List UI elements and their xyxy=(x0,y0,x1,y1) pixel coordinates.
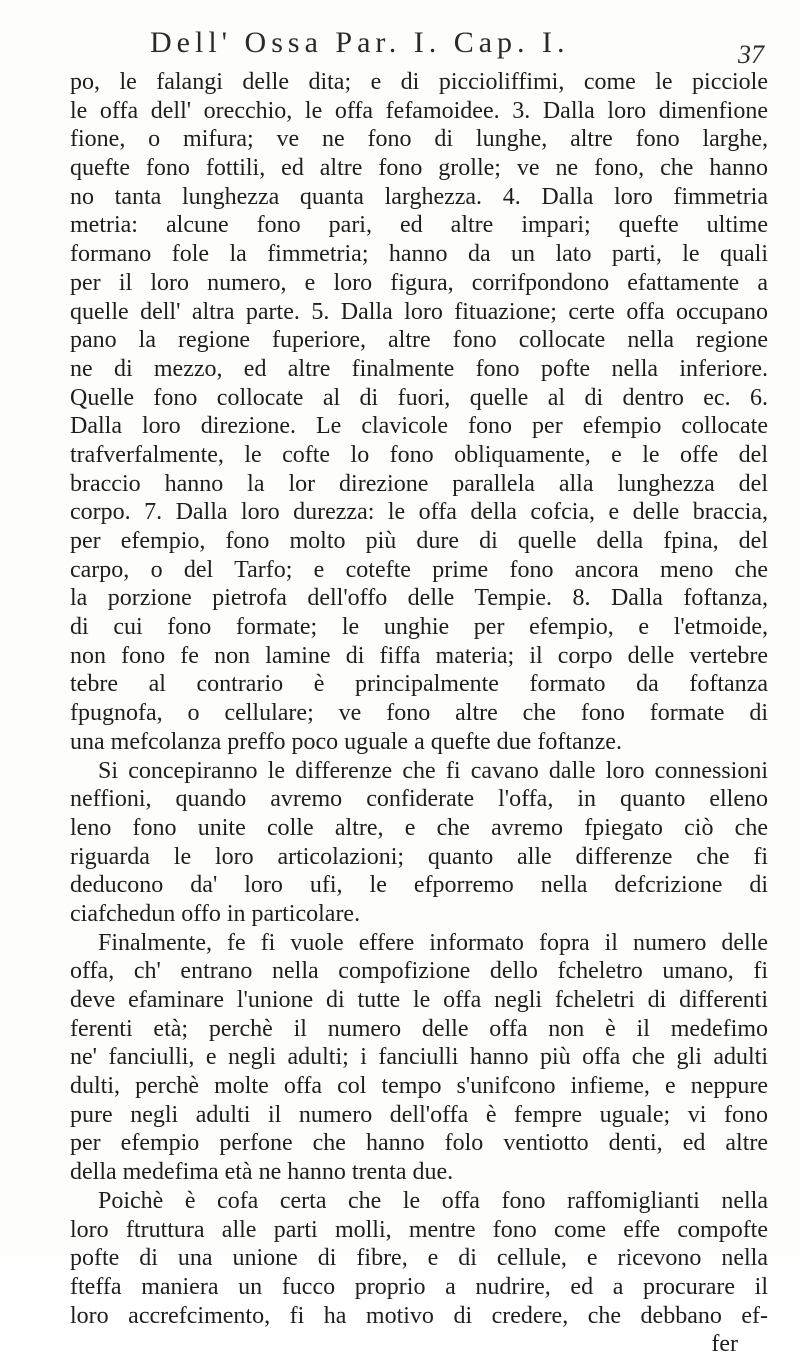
text-line: una mefcolanza preffo poco uguale a quefte due foftanze. xyxy=(70,728,622,755)
text-line: Dalla loro direzione. Le clavicole fono per efempio collocate xyxy=(70,413,768,440)
text-line: pano la regione fuperiore, altre fono collocate nella regione xyxy=(70,327,768,354)
text-line: loro ftruttura alle parti molli, mentre fono come effe compofte xyxy=(70,1216,768,1243)
text-line: fteffa maniera un fucco proprio a nudrire, ed a procurare il xyxy=(70,1273,768,1300)
text-line: Si concepiranno le differenze che fi cavano dalle loro connessioni xyxy=(98,757,768,784)
text-line: Poichè è cofa certa che le offa fono raffomiglianti nella xyxy=(98,1187,768,1214)
text-line: po, le falangi delle dita; e di piccioliffimi, come le picciole xyxy=(70,69,768,95)
text-line: braccio hanno la lor direzione parallela alla lunghezza del xyxy=(70,470,768,497)
text-line: ne' fanciulli, e negli adulti; i fanciulli hanno più offa che gli adulti xyxy=(70,1044,768,1071)
text-line: Finalmente, fe fi vuole effere informato fopra il numero delle xyxy=(98,929,768,956)
text-line: quefte fono fottili, ed altre fono grolle; ve ne fono, che hanno xyxy=(70,155,768,182)
text-line: riguarda le loro articolazioni; quanto alle differenze che fi xyxy=(70,843,768,870)
text-line: per efempio perfone che hanno folo ventiotto denti, ed altre xyxy=(70,1130,768,1157)
text-line: leno fono unite colle altre, e che avremo fpiegato ciò che xyxy=(70,814,768,841)
text-line: dulti, perchè molte offa col tempo s'unifcono infieme, e neppure xyxy=(70,1073,768,1100)
text-line: Quelle fono collocate al di fuori, quelle al di dentro ec. 6. xyxy=(70,384,768,411)
text-line: formano fole la fimmetria; hanno da un lato parti, le quali xyxy=(70,241,768,268)
text-line: carpo, o del Tarfo; e cotefte prime fono ancora meno che xyxy=(70,556,768,583)
text-line: fer xyxy=(711,1331,738,1358)
text-line: fpugnofa, o cellulare; ve fono altre che fono formate di xyxy=(70,700,768,727)
text-line: ferenti età; perchè il numero delle offa non è il medefimo xyxy=(70,1015,768,1042)
text-line: corpo. 7. Dalla loro durezza: le offa della cofcia, e delle braccia, xyxy=(70,499,768,526)
body-text xyxy=(70,68,768,1359)
page-number: 37 xyxy=(738,40,764,69)
text-line: deve efaminare l'unione di tutte le offa negli fcheletri di differenti xyxy=(70,987,768,1013)
text-line: della medefima età ne hanno trenta due. xyxy=(70,1159,454,1186)
text-line: loro accrefcimento, fi ha motivo di credere, che debbano ef- xyxy=(70,1302,768,1329)
text-line: neffioni, quando avremo confiderate l'offa, in quanto elleno xyxy=(70,786,768,813)
text-line: la porzione pietrofa dell'offo delle Tempie. 8. Dalla foftanza, xyxy=(70,585,768,612)
text-line: non fono fe non lamine di fiffa materia; il corpo delle vertebre xyxy=(70,642,768,669)
text-line: quelle dell' altra parte. 5. Dalla loro fituazione; certe offa occupano xyxy=(70,298,768,325)
text-line: pure negli adulti il numero dell'offa è fempre uguale; vi fono xyxy=(70,1101,768,1128)
text-line: di cui fono formate; le unghie per efempio, e l'etmoide, xyxy=(70,614,768,641)
text-line: per efempio, fono molto più dure di quelle della fpina, del xyxy=(70,528,768,554)
text-line: metria: alcune fono pari, ed altre impari; quefte ultime xyxy=(70,212,768,239)
text-line: pofte di una unione di fibre, e di cellule, e ricevono nella xyxy=(70,1245,768,1272)
text-line: ciafchedun offo in particolare. xyxy=(70,900,361,927)
text-line: no tanta lunghezza quanta larghezza. 4. Dalla loro fimmetria xyxy=(70,183,768,210)
text-line: le offa dell' orecchio, le offa fefamoidee. 3. Dalla loro dimenfione xyxy=(70,97,768,124)
running-header: Dell' Ossa Par. I. Cap. I. xyxy=(150,26,570,59)
text-line: trafverfalmente, le cofte lo fono obliquamente, e le offe del xyxy=(70,441,768,468)
text-line: tebre al contrario è principalmente formato da foftanza xyxy=(70,671,768,698)
text-line: ne di mezzo, ed altre finalmente fono pofte nella inferiore. xyxy=(70,355,768,382)
text-line: deducono da' loro ufi, le efporremo nella defcrizione di xyxy=(70,872,768,899)
text-line: per il loro numero, e loro figura, corrifpondono efattamente a xyxy=(70,269,768,296)
text-line: offa, ch' entrano nella compofizione dello fcheletro umano, fi xyxy=(70,958,768,985)
text-line: fione, o mifura; ve ne fono di lunghe, altre fono larghe, xyxy=(70,126,768,153)
